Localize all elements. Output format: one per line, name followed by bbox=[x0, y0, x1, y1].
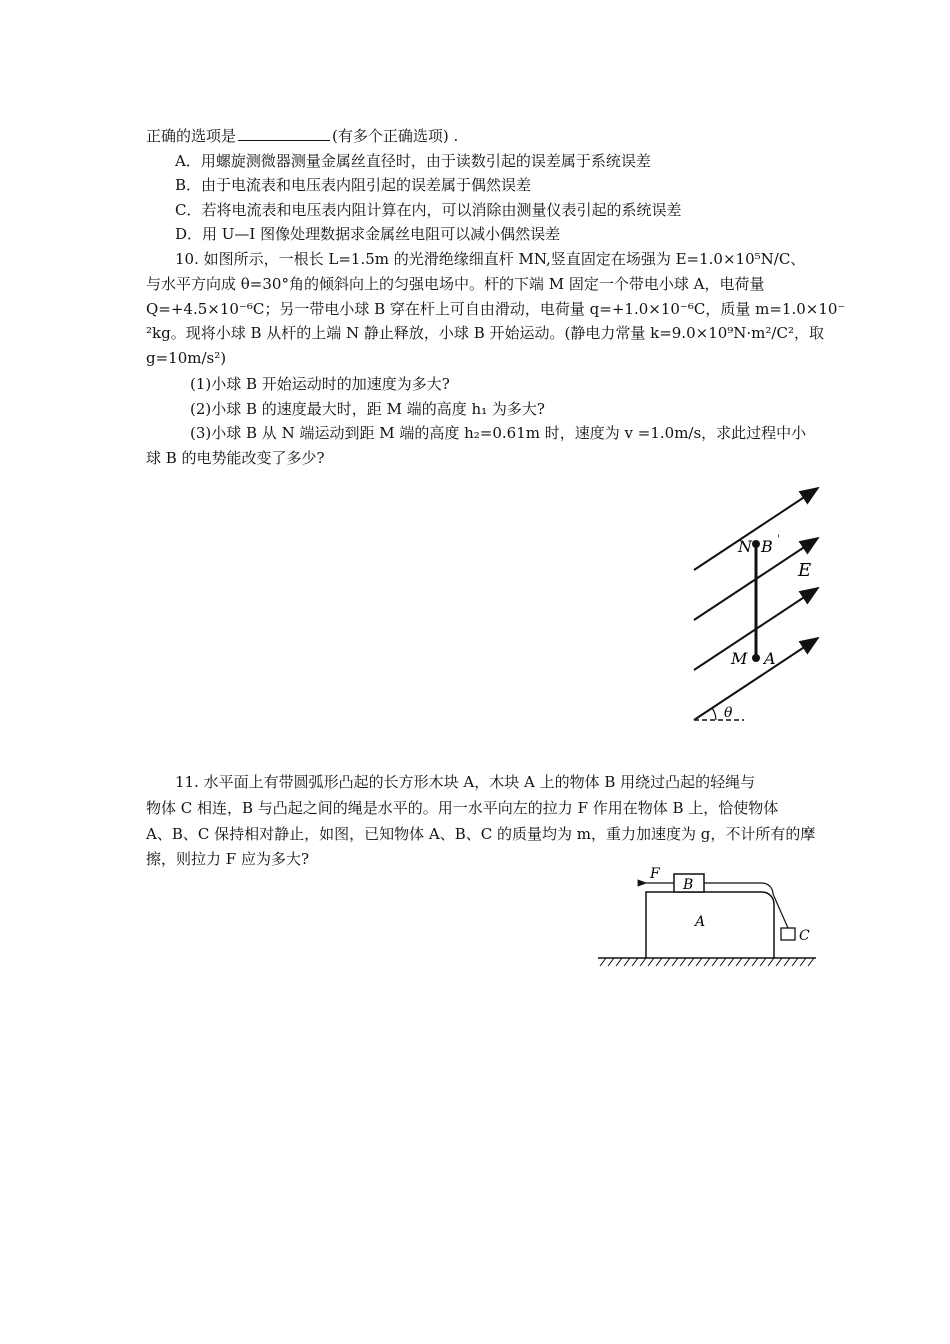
label-b-prime: ' bbox=[777, 534, 780, 545]
block-c bbox=[781, 928, 795, 940]
q11-line-2: 物体 C 相连，B 与凸起之间的绳是水平的。用一水平向左的拉力 F 作用在物体 B 上，恰使物体 bbox=[146, 799, 779, 817]
answer-blank bbox=[238, 125, 330, 141]
q10-sub3b: 球 B 的电势能改变了多少? bbox=[146, 449, 325, 467]
q9-option-c: C．若将电流表和电压表内阻计算在内，可以消除由测量仪表引起的系统误差 bbox=[175, 201, 682, 219]
label-a: A bbox=[764, 649, 776, 668]
q9-option-a: A．用螺旋测微器测量金属丝直径时，由于读数引起的误差属于系统误差 bbox=[175, 152, 651, 170]
q10-field-figure bbox=[686, 480, 826, 725]
q10-sub1: (1)小球 B 开始运动时的加速度为多大? bbox=[190, 375, 450, 393]
q10-line-5: g=10m/s²) bbox=[146, 349, 227, 367]
q9-option-d: D．用 U—I 图像处理数据求金属丝电阻可以减小偶然误差 bbox=[175, 225, 561, 243]
ball-a bbox=[752, 654, 760, 662]
q9-suffix: (有多个正确选项) . bbox=[332, 127, 459, 145]
label-n: N bbox=[738, 537, 752, 556]
q11-line-1: 11. 水平面上有带圆弧形凸起的长方形木块 A，木块 A 上的物体 B 用绕过凸起的轻绳与 bbox=[175, 773, 756, 791]
ground-hatch bbox=[600, 958, 814, 966]
q10-line-1: 10. 如图所示，一根长 L=1.5m 的光滑绝缘细直杆 MN,竖直固定在场强为 E=1.0×10⁵N/C、 bbox=[175, 250, 806, 268]
q10-line-3: Q=+4.5×10⁻⁶C；另一带电小球 B 穿在杆上可自由滑动，电荷量 q=+1.0×10⁻⁶C，质量 m=1.0×10⁻ bbox=[146, 300, 846, 318]
q9-option-b: B．由于电流表和电压表内阻引起的误差属于偶然误差 bbox=[175, 176, 532, 194]
ball-b bbox=[752, 540, 760, 548]
q10-sub2: (2)小球 B 的速度最大时，距 M 端的高度 h₁ 为多大? bbox=[190, 400, 545, 418]
angle-arc bbox=[712, 708, 716, 720]
label-b: B bbox=[761, 537, 773, 556]
q11-block-figure bbox=[594, 862, 820, 970]
label-f: F bbox=[650, 866, 660, 882]
label-block-c: C bbox=[799, 928, 810, 944]
label-theta: θ bbox=[724, 705, 733, 721]
q9-stem bbox=[146, 125, 816, 148]
q11-line-3: A、B、C 保持相对静止，如图，已知物体 A、B、C 的质量均为 m，重力加速度为 g，不计所有的摩 bbox=[146, 825, 816, 843]
label-e: E bbox=[798, 560, 812, 581]
q9-prefix: 正确的选项是 bbox=[146, 127, 237, 145]
q11-line-4: 擦，则拉力 F 应为多大? bbox=[146, 850, 309, 868]
q10-sub3a: (3)小球 B 从 N 端运动到距 M 端的高度 h₂=0.61m 时，速度为 v =1.0m/s，求此过程中小 bbox=[190, 424, 807, 442]
label-m: M bbox=[731, 649, 748, 668]
q10-line-2: 与水平方向成 θ=30°角的倾斜向上的匀强电场中。杆的下端 M 固定一个带电小球 A，电荷量 bbox=[146, 275, 765, 293]
label-block-a: A bbox=[695, 914, 706, 930]
label-block-b: B bbox=[683, 877, 694, 893]
block-a bbox=[646, 892, 774, 958]
q10-line-4: ²kg。现将小球 B 从杆的上端 N 静止释放，小球 B 开始运动。(静电力常量 k=9.0×10⁹N·m²/C²，取 bbox=[146, 324, 824, 342]
rope-slant bbox=[773, 894, 788, 928]
